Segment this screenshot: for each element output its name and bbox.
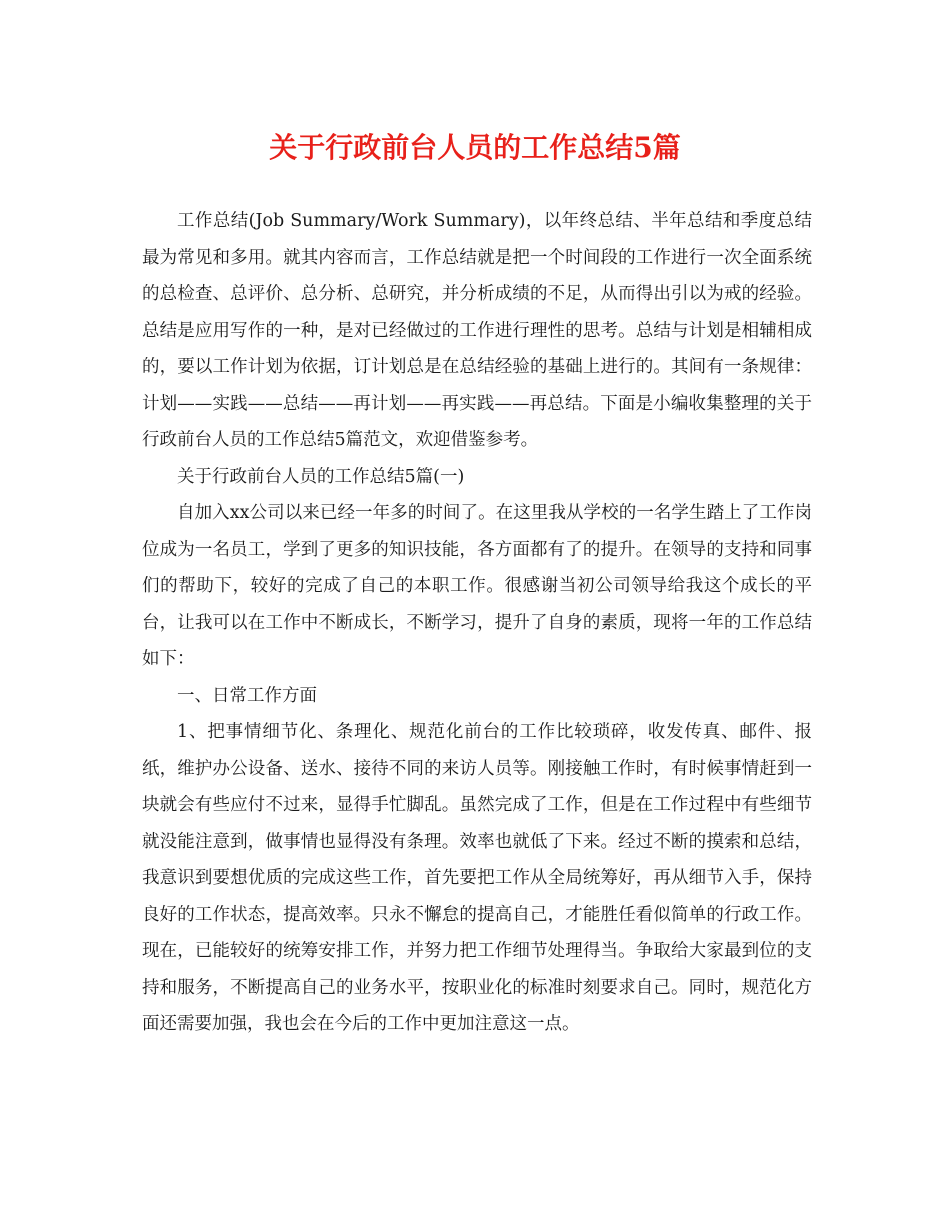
subsection-heading-daily-work: 一、日常工作方面: [177, 685, 317, 706]
intro-paragraph: 工作总结(Job Summary/Work Summary)，以年终总结、半年总结和季度总结最为常见和多用。就其内容而言，工作总结就是把一个时间段的工作进行一次全面系统的总检查、总评价、总分析、总研究，并分析成绩的不足，从而得出引以为戒的经验。总结是应用写作的一种，是对已经做过的工作进行理性的思考。总结与计划是相辅相成的，要以工作计划为依据，订计划总是在总结经验的基础上进行的。其间有一条规律：计划——实践——总结——再计划——再实践——再总结。下面是小编收集整理的关于行政前台人员的工作总结5篇范文，欢迎借鉴参考。: [142, 211, 812, 450]
document-body: [142, 203, 812, 1043]
document-title: 关于行政前台人员的工作总结5篇: [269, 131, 681, 164]
section-heading-part-one: 关于行政前台人员的工作总结5篇(一): [177, 466, 465, 487]
body-paragraph: 1、把事情细节化、条理化、规范化前台的工作比较琐碎，收发传真、邮件、报纸，维护办公设备、送水、接待不同的来访人员等。刚接触工作时，有时候事情赶到一块就会有些应付不过来，显得手忙脚乱。虽然完成了工作，但是在工作过程中有些细节就没能注意到，做事情也显得没有条理。效率也就低了下来。经过不断的摸索和总结，我意识到要想优质的完成这些工作，首先要把工作从全局统筹好，再从细节入手，保持良好的工作状态，提高效率。只永不懈怠的提高自己，才能胜任看似简单的行政工作。现在，已能较好的统筹安排工作，并努力把工作细节处理得当。争取给大家最到位的支持和服务，不断提高自己的业务水平，按职业化的标准时刻要求自己。同时，规范化方面还需要加强，我也会在今后的工作中更加注意这一点。: [142, 722, 812, 1034]
body-paragraph: 自加入xx公司以来已经一年多的时间了。在这里我从学校的一名学生踏上了工作岗位成为一名员工，学到了更多的知识技能，各方面都有了的提升。在领导的支持和同事们的帮助下，较好的完成了自己的本职工作。很感谢当初公司领导给我这个成长的平台，让我可以在工作中不断成长，不断学习，提升了自身的素质，现将一年的工作总结如下：: [142, 503, 812, 669]
